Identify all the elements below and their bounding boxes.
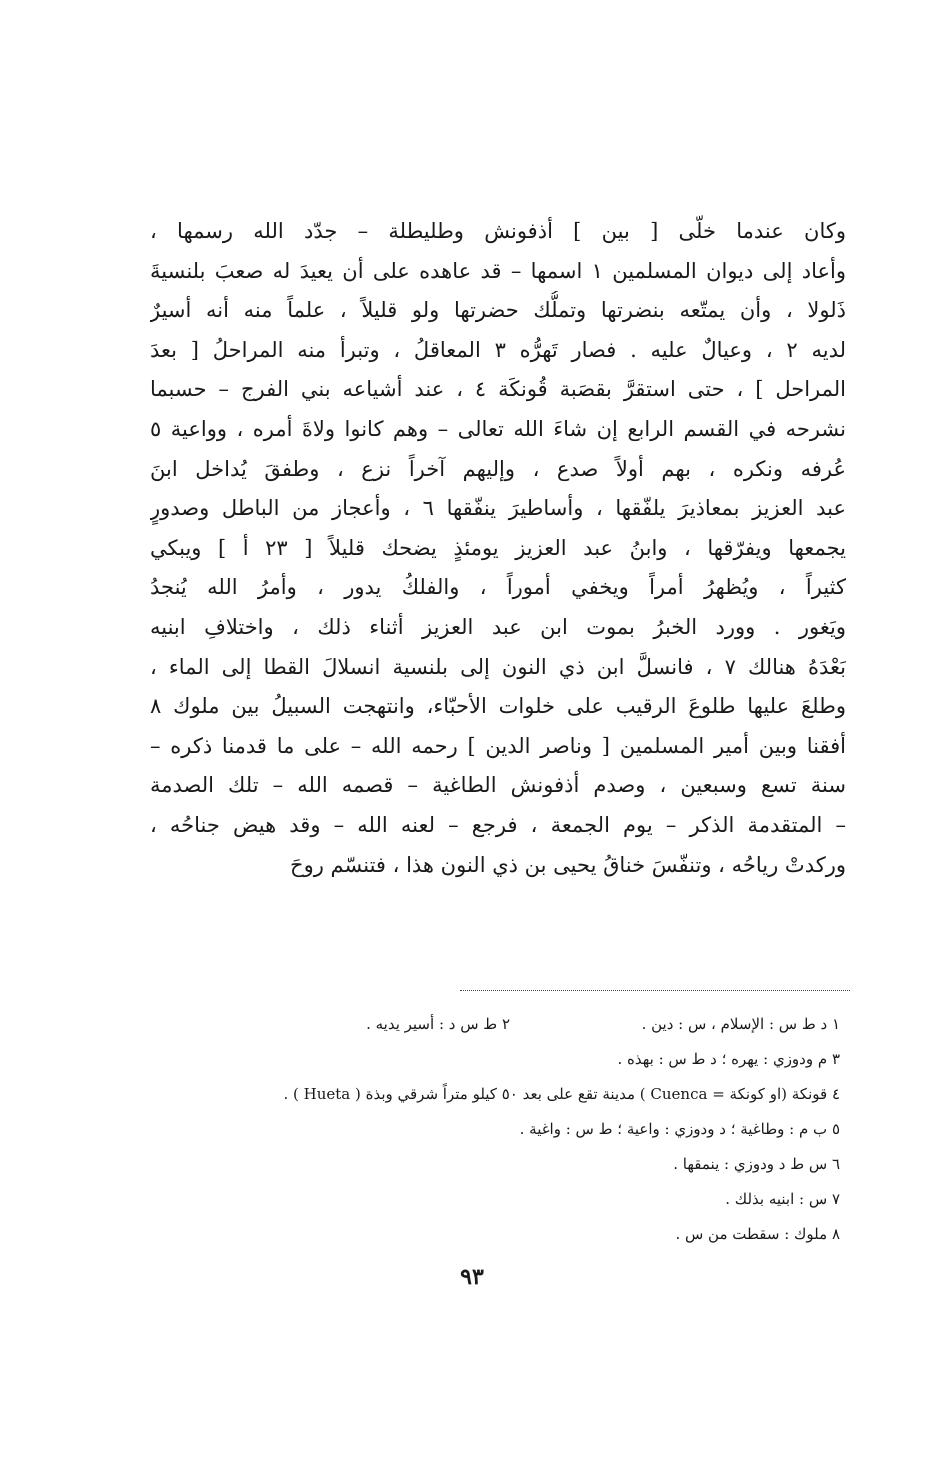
footnote-separator [460, 990, 850, 991]
text-line: ذَلولا ، وأن يمتّعه بنضرتها وتملُّك حضرتها ولو قليلاً ، علماً منه أنه أسيرٌ [150, 298, 846, 323]
footnotes [150, 1007, 840, 1252]
text-line: وركدتْ رياحُه ، وتنفّسَ خناقُ يحيى بن ذي النون هذا ، فتنسّم روحَ [290, 852, 846, 877]
text-line: – المتقدمة الذكر – يوم الجمعة ، فرجع – لعنه الله – وقد هيض جناحُه ، [150, 812, 846, 837]
footnote: ٧ س : ابنيه بذلك . [725, 1190, 840, 1208]
footnote-row [150, 1112, 840, 1147]
text-line: عبد العزيز بمعاذيرَ يلفّقها ، وأساطيرَ ينفّقها ٦ ، وأعجاز من الباطل وصدورٍ [150, 496, 846, 521]
footnote-row [150, 1077, 840, 1112]
page-number: ٩٣ [460, 1264, 484, 1290]
text-line: عُرفه ونكره ، بهم أولاً صدع ، وإليهم آخراً نزع ، وطفقَ يُداخل ابنَ [150, 456, 846, 481]
footnote: ١ د ط س : الإسلام ، س : دين . [641, 1015, 840, 1033]
footnote-row [150, 1182, 840, 1217]
text-line: ويَغور . وورد الخبرُ بموت ابن عبد العزيز أثناء ذلك ، واختلافِ ابنيه [150, 614, 846, 639]
footnote-row [150, 1042, 840, 1077]
footnote: ٥ ب م : وطاغية ؛ د ودوزي : واعية ؛ ط س : واغية . [519, 1120, 840, 1138]
footnote: ٤ قونكة (او كونكة = Cuenca ) مدينة تقع على بعد ٥٠ كيلو متراً شرقي وبذة ( Hueta ) . [283, 1085, 840, 1103]
main-text [150, 212, 846, 885]
text-line: سنة تسع وسبعين ، وصدم أذفونش الطاغية – قصمه الله – تلك الصدمة [150, 773, 846, 798]
text-line: نشرحه في القسم الرابع إن شاءَ الله تعالى – وهم كانوا ولاةَ أمره ، وواعية ٥ [150, 416, 846, 441]
footnote: ٨ ملوك : سقطت من س . [675, 1225, 840, 1243]
text-line: المراحل ] ، حتى استقرَّ بقصَبة قُونكَة ٤ ، عند أشياعه بني الفرج – حسبما [150, 377, 846, 402]
footnote-row [150, 1147, 840, 1182]
text-line: وكان عندما خلّى [ بين ] أذفونش وطليطلة – جدّد الله رسمها ، [150, 219, 846, 243]
footnote-row [150, 1217, 840, 1252]
footnote: ٦ س ط د ودوزي : ينمقها . [673, 1155, 840, 1173]
footnote-row [150, 1007, 840, 1042]
footnote: ٢ ط س د : أسير يديه . [366, 1015, 510, 1033]
text-line: وأعاد إلى ديوان المسلمين ١ اسمها – قد عاهده على أن يعيدَ له صعبَ بلنسيةَ [150, 258, 846, 283]
footnote: ٣ م ودوزي : يهره ؛ د ط س : بهذه . [617, 1050, 840, 1068]
text-line: أفقنا وبين أمير المسلمين [ وناصر الدين ] رحمه الله – على ما قدمنا ذكره – [150, 733, 846, 758]
text-line: وطلعَ عليها طلوعَ الرقيب على خلوات الأحبّاء، وانتهجت السبيلُ بين ملوك ٨ [150, 694, 846, 719]
text-line: بَعْدَهُ هنالك ٧ ، فانسلَّ ابن ذي النون إلى بلنسية انسلالَ القطا إلى الماء ، [150, 654, 846, 679]
text-line: لديه ٢ ، وعيالٌ عليه . فصار تَهرُّه ٣ المعاقلُ ، وتبرأ منه المراحلُ [ بعدَ [150, 337, 846, 362]
text-line: كثيراً ، ويُظهرُ أمراً ويخفي أموراً ، والفلكُ يدور ، وأمرُ الله يُنجدُ [150, 575, 846, 600]
text-line: يجمعها ويفرّقها ، وابنُ عبد العزيز يومئذٍ يضحك قليلاً [ ٢٣ أ ] ويبكي [150, 535, 846, 560]
